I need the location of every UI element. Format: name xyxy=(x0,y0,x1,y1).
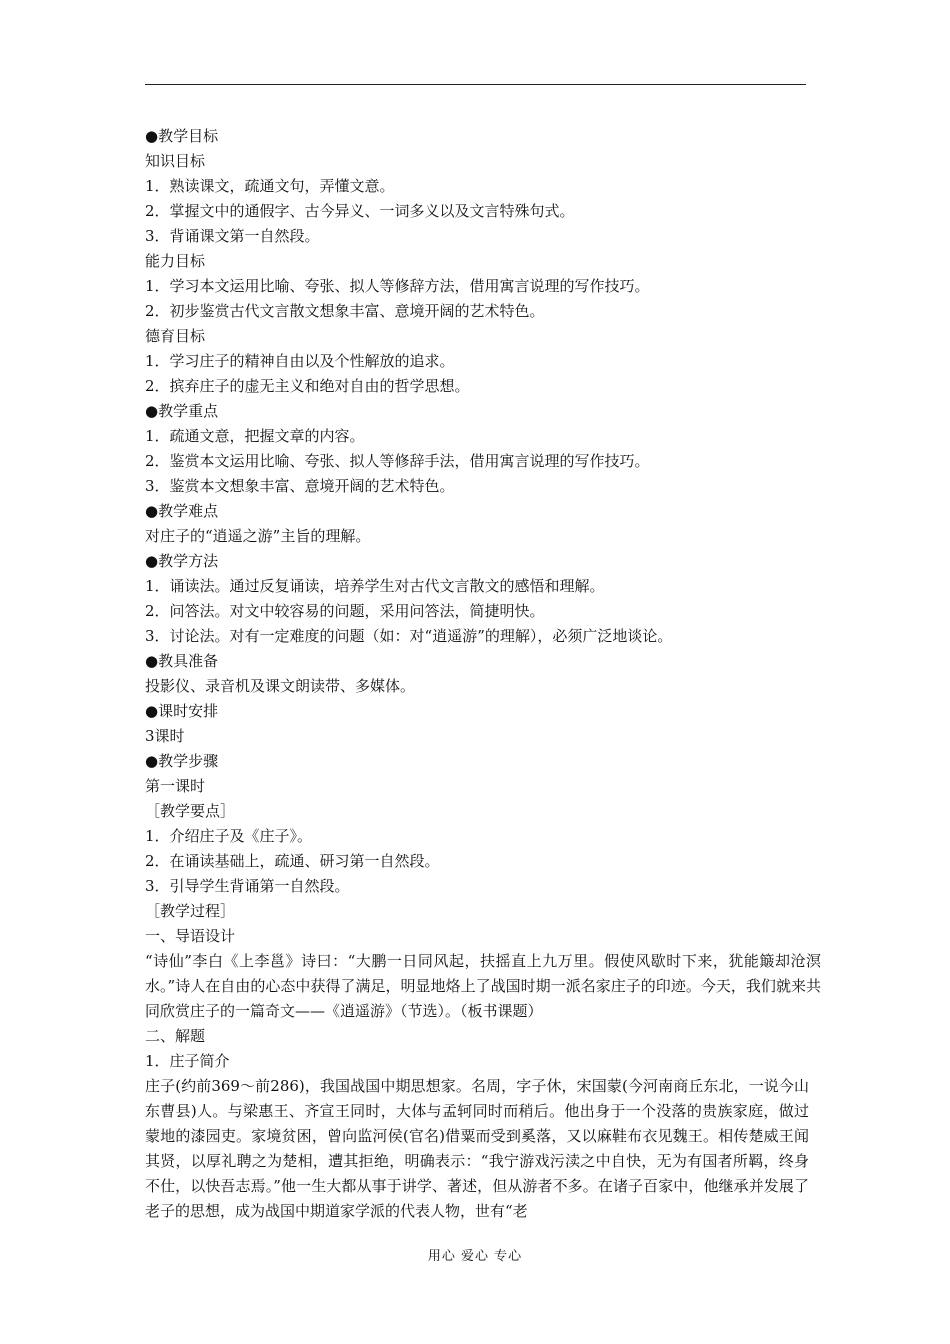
heading-teaching-steps: ●教学步骤 xyxy=(145,752,219,770)
list-item: 3．引导学生背诵第一自然段。 xyxy=(145,877,350,895)
body-line: 对庄子的“逍遥之游”主旨的理解。 xyxy=(145,527,371,545)
heading-class-hours: ●课时安排 xyxy=(145,702,219,720)
subheading-ability-goals: 能力目标 xyxy=(145,252,206,270)
subheading-moral-goals: 德育目标 xyxy=(145,327,206,345)
list-item: 1．诵读法。通过反复诵读，培养学生对古代文言散文的感悟和理解。 xyxy=(145,577,605,595)
section-heading-title-explanation: 二、解题 xyxy=(145,1027,206,1045)
heading-teaching-methods: ●教学方法 xyxy=(145,552,219,570)
bio-paragraph: 庄子(约前369～前286)，我国战国中期思想家。名周，字子休，宋国蒙(今河南商丘东北，一说今山东曹县)人。与梁惠王、齐宣王同时，大体与孟轲同时而稍后。他出身于一个没落的贵族家庭，做过蒙地的漆园吏。家境贫困，曾向监河侯(官名)借粟而受到奚落，又以麻鞋布衣见魏王。相传楚威王闻其贤，以厚礼聘之为楚相，遭其拒绝，明确表示：“我宁游戏污渎之中自快，无为有国者所羁，终身不仕，以快吾志焉。”他一生大都从事于讲学、著述，但从游者不多。在诸子百家中，他继承并发展了老子的思想，成为战国中期道家学派的代表人物，世有“老 xyxy=(145,1077,809,1220)
header-rule xyxy=(145,84,806,85)
list-item: 2．掌握文中的通假字、古今异义、一词多义以及文言特殊句式。 xyxy=(145,202,575,220)
intro-paragraph: “诗仙”李白《上李邕》诗曰：“大鹏一日同风起，扶摇直上九万里。假使风歇时下来，犹能簸却沧溟水。”诗人在自由的心态中获得了满足，明显地烙上了战国时期一派名家庄子的印迹。今天，我们就来共同欣赏庄子的一篇奇文——《逍遥游》（节选）。（板书课题） xyxy=(145,952,821,1020)
list-item: 3．背诵课文第一自然段。 xyxy=(145,227,320,245)
page-footer: 用心 爱心 专心 xyxy=(427,1249,523,1264)
subheading-first-lesson: 第一课时 xyxy=(145,777,206,795)
body-line: 3课时 xyxy=(145,727,185,745)
bracket-heading-process: ［教学过程］ xyxy=(145,902,236,920)
subheading-zhuangzi-intro: 1．庄子简介 xyxy=(145,1052,230,1070)
list-item: 2．鉴赏本文运用比喻、夸张、拟人等修辞手法，借用寓言说理的写作技巧。 xyxy=(145,452,650,470)
list-item: 2．问答法。对文中较容易的问题，采用问答法，简捷明快。 xyxy=(145,602,545,620)
list-item: 3．鉴赏本文想象丰富、意境开阔的艺术特色。 xyxy=(145,477,455,495)
list-item: 1．学习庄子的精神自由以及个性解放的追求。 xyxy=(145,352,455,370)
list-item: 1．介绍庄子及《庄子》。 xyxy=(145,827,313,845)
body-line: 投影仪、录音机及课文朗读带、多媒体。 xyxy=(145,677,416,695)
bracket-heading-key-points: ［教学要点］ xyxy=(145,802,236,820)
heading-teaching-focus: ●教学重点 xyxy=(145,402,219,420)
document-body xyxy=(145,124,821,1224)
list-item: 1．熟读课文，疏通文句，弄懂文意。 xyxy=(145,177,395,195)
list-item: 2．在诵读基础上，疏通、研习第一自然段。 xyxy=(145,852,440,870)
list-item: 2．初步鉴赏古代文言散文想象丰富、意境开阔的艺术特色。 xyxy=(145,302,545,320)
list-item: 3．讨论法。对有一定难度的问题（如：对“逍遥游”的理解），必须广泛地谈论。 xyxy=(145,627,673,645)
heading-teaching-difficulty: ●教学难点 xyxy=(145,502,219,520)
list-item: 2．摈弃庄子的虚无主义和绝对自由的哲学思想。 xyxy=(145,377,470,395)
list-item: 1．学习本文运用比喻、夸张、拟人等修辞方法，借用寓言说理的写作技巧。 xyxy=(145,277,650,295)
subheading-knowledge-goals: 知识目标 xyxy=(145,152,206,170)
section-heading-intro-design: 一、导语设计 xyxy=(145,927,236,945)
heading-teaching-goals: ●教学目标 xyxy=(145,127,219,145)
heading-teaching-aids: ●教具准备 xyxy=(145,652,219,670)
list-item: 1．疏通文意，把握文章的内容。 xyxy=(145,427,365,445)
